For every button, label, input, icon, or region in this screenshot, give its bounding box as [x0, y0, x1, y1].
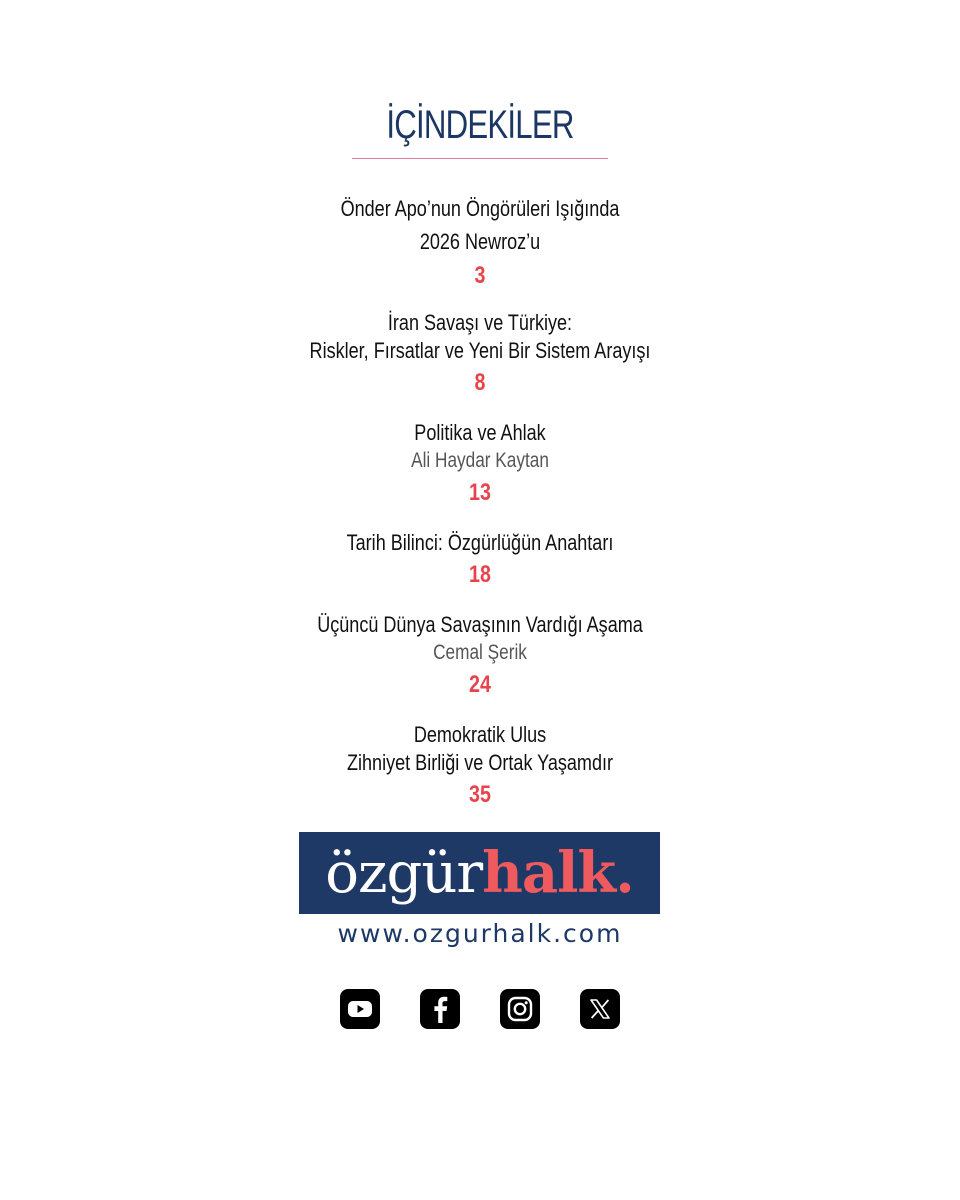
toc-page-number: 3	[474, 262, 486, 289]
instagram-icon[interactable]	[500, 989, 540, 1029]
toc-entry-title-line: 2026 Newroz’u	[419, 229, 541, 254]
toc-entry-title-line: Tarih Bilinci: Özgürlüğün Anahtarı	[346, 530, 614, 555]
toc-entry-title-line: Riskler, Fırsatlar ve Yeni Bir Sistem Arayışı	[309, 338, 651, 363]
logo-wordmark-part2: halk.	[482, 839, 634, 906]
toc-page-number: 35	[469, 781, 491, 808]
logo-wordmark-part1: özgür	[325, 840, 483, 906]
toc-page-number: 18	[469, 561, 491, 588]
toc-entry-author: Ali Haydar Kaytan	[411, 449, 549, 472]
toc-entry[interactable]	[0, 529, 960, 593]
toc-entry-author: Cemal Şerik	[433, 641, 527, 664]
toc-entry[interactable]	[0, 192, 960, 294]
toc-page-number: 8	[474, 369, 486, 396]
toc-entry-title-line: Zihniyet Birliği ve Ortak Yaşamdır	[346, 750, 614, 775]
toc-entry[interactable]	[0, 309, 960, 401]
website-link[interactable]: www.ozgurhalk.com	[337, 919, 623, 948]
toc-entry[interactable]	[0, 419, 960, 511]
toc-page-number: 24	[469, 671, 491, 698]
toc-entry-title-line: Politika ve Ahlak	[414, 420, 546, 445]
ozgurhalk-logo	[299, 832, 660, 914]
youtube-icon[interactable]	[340, 989, 380, 1029]
page-title: İÇİNDEKİLER	[386, 103, 574, 147]
toc-entry-title-line: Üçüncü Dünya Savaşının Vardığı Aşama	[317, 612, 643, 637]
x-icon[interactable]	[580, 989, 620, 1029]
title-divider	[352, 158, 608, 159]
toc-entry[interactable]	[0, 611, 960, 703]
toc-entry-title-line: Önder Apo’nun Öngörüleri Işığında	[340, 196, 620, 221]
toc-entry-title-line: Demokratik Ulus	[413, 722, 547, 747]
toc-entry[interactable]	[0, 721, 960, 813]
logo-wordmark	[325, 832, 633, 915]
toc-page-number: 13	[469, 479, 491, 506]
facebook-icon[interactable]	[420, 989, 460, 1029]
toc-entry-title-line: İran Savaşı ve Türkiye:	[387, 310, 573, 335]
